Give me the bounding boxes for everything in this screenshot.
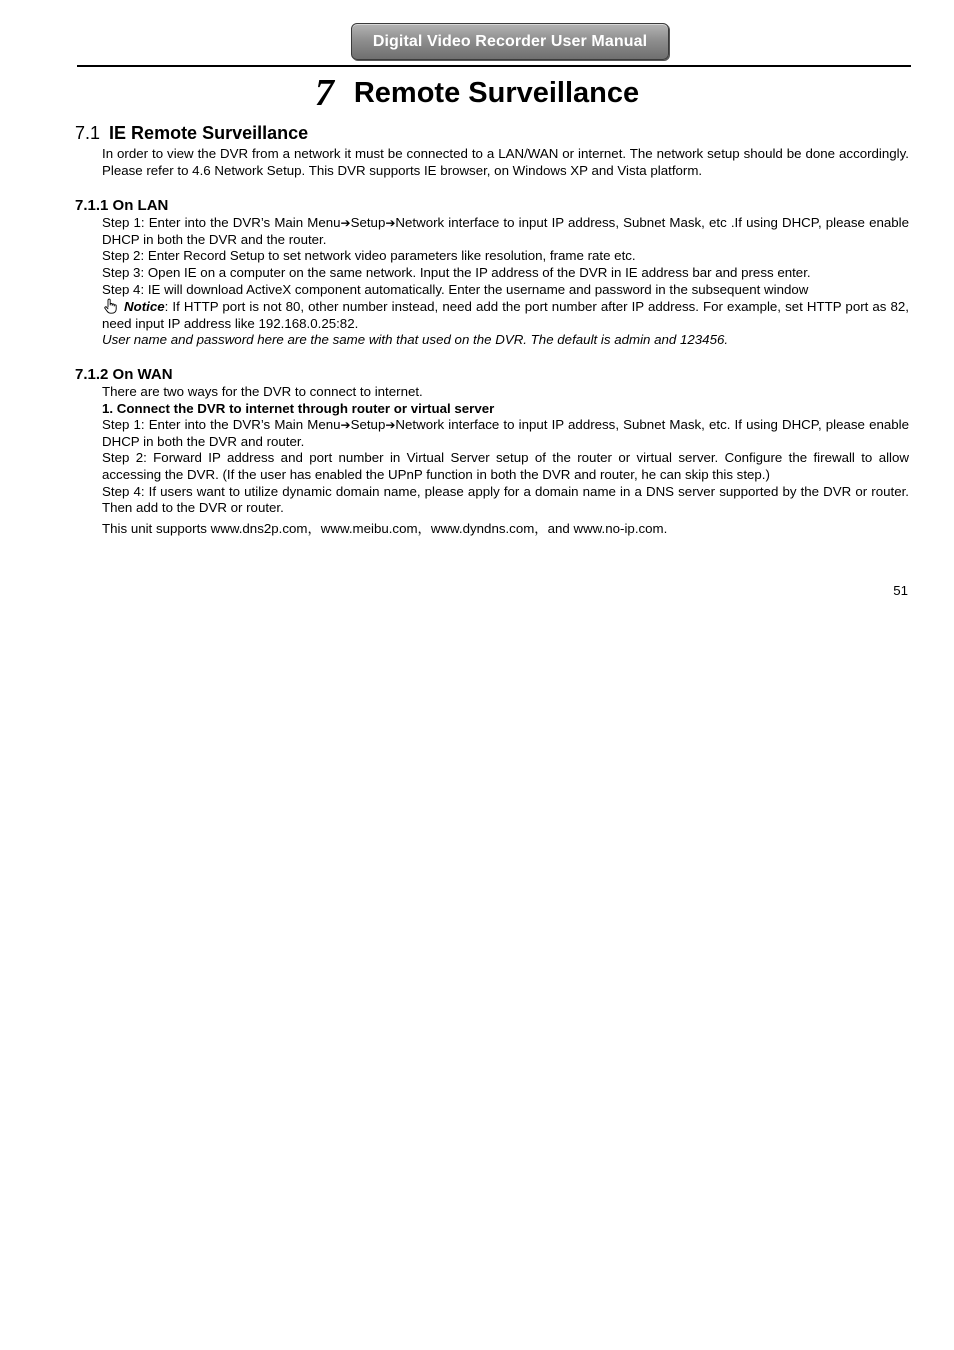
- wan-step-1: Step 1: Enter into the DVR’s Main Menu➔Setup➔Network interface to input IP address, Subnet Mask, etc. If using DHCP, please enable DHCP in both the DVR and router.: [102, 417, 909, 449]
- lan-step-3: Step 3: Open IE on a computer on the same network. Input the IP address of the DVR in IE address bar and press enter.: [102, 264, 811, 280]
- lan-step-2: Step 2: Enter Record Setup to set network video parameters like resolution, frame rate etc.: [102, 248, 636, 264]
- lan-step-4: Step 4: IE will download ActiveX component automatically. Enter the username and password in the subsequent window: [102, 281, 809, 297]
- section-title: IE Remote Surveillance: [109, 123, 309, 143]
- wan-method-1: 1. Connect the DVR to internet through router or virtual server: [102, 400, 495, 416]
- manual-title-badge: [351, 23, 669, 60]
- pointing-hand-icon: [102, 298, 118, 314]
- subsection-heading-on-lan: 7.1.1 On LAN: [75, 197, 169, 215]
- wan-step-2: Step 2: Forward IP address and port number in Virtual Server setup of the router or virtual server. Configure the firewall to allow accessing the DVR. (If the user has enabled the UPnP function in both the DVR and router, he can skip this step.): [102, 450, 909, 482]
- section-heading-7-1: [75, 122, 909, 144]
- chapter-title: [0, 70, 954, 116]
- arrow-right-icon: ➔: [340, 216, 351, 231]
- subsection-heading-on-wan: 7.1.2 On WAN: [75, 365, 173, 383]
- section-intro-paragraph: In order to view the DVR from a network it must be connected to a LAN/WAN or internet. The network setup should be done accordingly. Please refer to 4.6 Network Setup. This DVR supports IE browser, on Windows XP and Vista platform.: [102, 146, 909, 178]
- section-number: 7.1: [75, 123, 101, 143]
- arrow-right-icon: ➔: [385, 418, 396, 433]
- wan-intro: There are two ways for the DVR to connect to internet.: [102, 383, 423, 399]
- chapter-title-text: Remote Surveillance: [353, 76, 640, 109]
- arrow-right-icon: ➔: [340, 418, 351, 433]
- lan-step-1: Step 1: Enter into the DVR’s Main Menu➔Setup➔Network interface to input IP address, Subnet Mask, etc .If using DHCP, please enable DHCP in both the DVR and the router.: [102, 215, 909, 247]
- manual-title: Digital Video Recorder User Manual: [372, 32, 648, 50]
- wan-supported-dns: This unit supports www.dns2p.com，www.meibu.com，www.dyndns.com，and www.no-ip.com.: [102, 520, 668, 536]
- chapter-number: 7: [314, 72, 334, 114]
- arrow-right-icon: ➔: [385, 216, 396, 231]
- header-divider: [77, 65, 911, 67]
- lan-notice: [102, 298, 909, 332]
- wan-step-4: Step 4: If users want to utilize dynamic domain name, please apply for a domain name in a DNS server supported by the DVR or router. Then add to the DVR or router.: [102, 483, 909, 516]
- notice-label: Notice: [124, 299, 165, 315]
- notice-text: : If HTTP port is not 80, other number instead, need add the port number after IP address. For example, set HTTP port as 82, need input IP address like 192.168.0.25:82.: [102, 299, 909, 331]
- page-number: 51: [893, 583, 908, 598]
- lan-credentials-note: User name and password here are the same with that used on the DVR. The default is admin and 123456.: [102, 332, 729, 348]
- page-content: [75, 122, 909, 537]
